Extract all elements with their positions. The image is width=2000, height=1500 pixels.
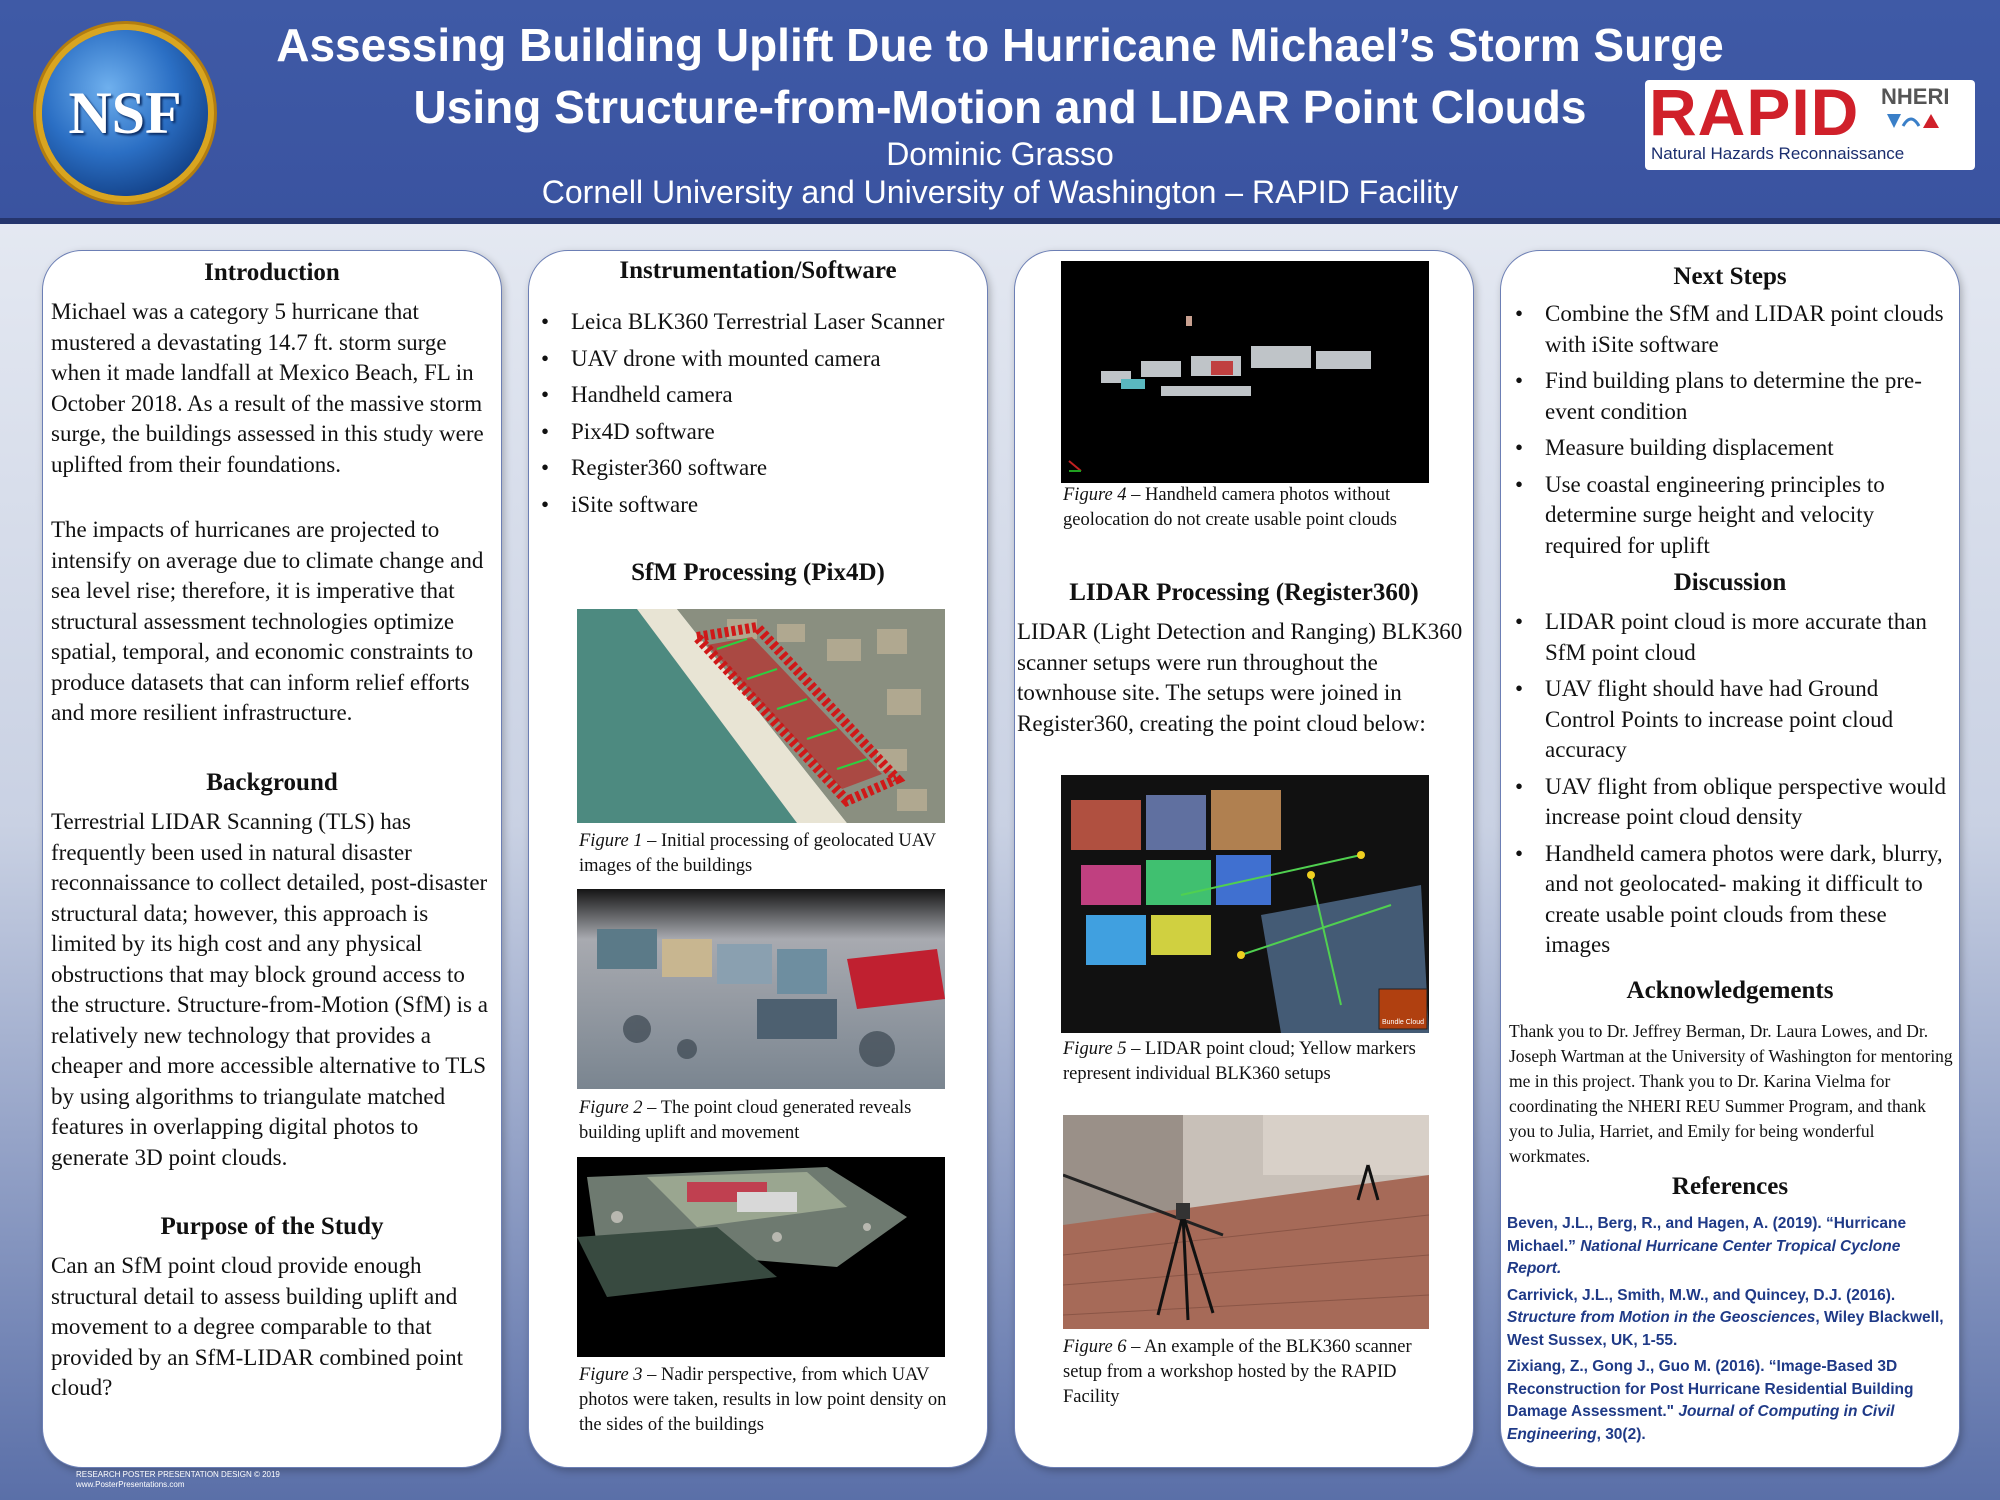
- instrumentation-heading: Instrumentation/Software: [619, 257, 897, 284]
- figure-2-caption-text: – The point cloud generated reveals building uplift and movement: [579, 1098, 912, 1143]
- list-item: • Find building plans to determine the pre-event condition: [1511, 366, 1951, 427]
- reference-3-text: Zixiang, Z., Gong J., Guo M. (2016). “Image-Based 3D Reconstruction for Post Hurricane Residential Building Damage Assessment.": [1507, 1358, 1914, 1420]
- rapid-logo-word: RAPID: [1649, 75, 1860, 149]
- list-item: • UAV drone with mounted camera: [537, 344, 977, 375]
- figure-2-image: [577, 889, 945, 1089]
- list-item: • Pix4D software: [537, 417, 977, 448]
- figure-1-image: [577, 609, 945, 823]
- nheri-logo-word: NHERI: [1881, 84, 1950, 109]
- figure-3-image: [577, 1157, 945, 1357]
- figure-1-caption-text: – Initial processing of geolocated UAV images of the buildings: [579, 831, 936, 876]
- nsf-logo-text: NSF: [68, 79, 182, 146]
- reference-item: [1507, 1285, 1947, 1353]
- list-item: • Combine the SfM and LIDAR point clouds with iSite software: [1511, 299, 1951, 360]
- figure-6-label: Figure 6: [1063, 1337, 1127, 1357]
- figure-6-image: [1063, 1115, 1429, 1329]
- author-name: Dominic Grasso: [886, 136, 1114, 172]
- figure-5-caption: [1063, 1037, 1443, 1087]
- column-lidar: [1014, 250, 1474, 1468]
- figure-5-inset-label: Bundle Cloud: [1381, 1019, 1425, 1026]
- next-steps-heading: Next Steps: [1673, 263, 1787, 290]
- list-item: • LIDAR point cloud is more accurate than SfM point cloud: [1511, 607, 1951, 668]
- figure-5-image: [1061, 775, 1429, 1033]
- rapid-logo-subtitle: Natural Hazards Reconnaissance: [1651, 144, 1905, 163]
- list-item: • Use coastal engineering principles to determine surge height and velocity required for uplift: [1511, 470, 1951, 562]
- figure-2-label: Figure 2: [579, 1098, 643, 1118]
- lidar-paragraph: LIDAR (Light Detection and Ranging) BLK360 scanner setups were run throughout the townhouse site. The setups were joined in Register360, creating the point cloud below:: [1017, 619, 1463, 736]
- figure-2-point-cloud: [577, 889, 945, 1089]
- list-item: • Measure building displacement: [1511, 433, 1951, 464]
- column-instrumentation: [528, 250, 988, 1468]
- background-heading: Background: [206, 769, 338, 796]
- figure-6-scanner-photo: [1063, 1115, 1429, 1329]
- list-item: • Leica BLK360 Terrestrial Laser Scanner: [537, 307, 977, 338]
- discussion-heading: Discussion: [1673, 569, 1787, 596]
- lidar-heading: LIDAR Processing (Register360): [1069, 579, 1419, 606]
- references-list: [1507, 1213, 1947, 1450]
- acknowledgements-heading: Acknowledgements: [1626, 977, 1834, 1004]
- figure-4-caption-text: – Handheld camera photos without geolocation do not create usable point clouds: [1063, 485, 1397, 530]
- list-item: • UAV flight should have had Ground Control Points to increase point cloud accuracy: [1511, 674, 1951, 766]
- intro-paragraph-1: Michael was a category 5 hurricane that mustered a devastating 14.7 ft. storm surge when it made landfall at Mexico Beach, FL in October 2018. As a result of the massive storm surge, the buildings assessed in this study were uplifted from their foundations.: [51, 299, 484, 477]
- figure-4-point-cloud: [1061, 261, 1429, 483]
- figure-1-aerial-photo: [577, 609, 945, 823]
- reference-3-source: Journal of Computing in Civil Engineering: [1507, 1403, 1895, 1443]
- figure-5-caption-text: – LIDAR point cloud; Yellow markers represent individual BLK360 setups: [1063, 1039, 1416, 1084]
- list-item: • UAV flight from oblique perspective would increase point cloud density: [1511, 772, 1951, 833]
- footer-line-1: RESEARCH POSTER PRESENTATION DESIGN © 2019: [76, 1470, 280, 1479]
- reference-3-volume: , 30(2).: [1596, 1425, 1646, 1443]
- figure-1-caption: [579, 829, 959, 879]
- figure-3-point-cloud: [577, 1157, 945, 1357]
- figure-2-caption: [579, 1096, 959, 1146]
- intro-heading: Introduction: [204, 259, 340, 286]
- figure-6-caption: [1063, 1335, 1443, 1410]
- poster-title-line2: Using Structure-from-Motion and LIDAR Point Clouds: [413, 81, 1587, 133]
- reference-2-source: Structure from Motion in the Geosciences: [1507, 1309, 1816, 1326]
- figure-4-caption: [1063, 483, 1443, 533]
- figure-6-caption-text: – An example of the BLK360 scanner setup from a workshop hosted by the RAPID Facility: [1063, 1337, 1412, 1407]
- nsf-logo: [42, 30, 208, 196]
- figure-5-lidar-point-cloud: [1061, 775, 1429, 1033]
- instrumentation-list: [537, 307, 977, 526]
- figure-4-image: [1061, 261, 1429, 483]
- reference-2-publisher: , Wiley Blackwell, West Sussex, UK, 1-55.: [1507, 1309, 1944, 1349]
- poster-title-line1: Assessing Building Uplift Due to Hurricane Michael’s Storm Surge: [276, 19, 1724, 71]
- reference-1-source: National Hurricane Center Tropical Cyclone Report.: [1507, 1237, 1901, 1277]
- list-item: • Register360 software: [537, 453, 977, 484]
- discussion-list: [1511, 607, 1951, 967]
- affiliation: Cornell University and University of Washington – RAPID Facility: [541, 174, 1459, 210]
- list-item: • iSite software: [537, 490, 977, 521]
- acknowledgements-paragraph: Thank you to Dr. Jeffrey Berman, Dr. Laura Lowes, and Dr. Joseph Wartman at the University of Washington for mentoring me in this project. Thank you to Dr. Karina Vielma for coordinating the NHERI REU Summer Program, and thank you to Julia, Harriet, and Emily for being wonderful workmates.: [1509, 1021, 1953, 1166]
- next-steps-list: [1511, 299, 1951, 567]
- figure-1-label: Figure 1: [579, 831, 643, 851]
- column-next-steps: [1500, 250, 1960, 1468]
- poster-header: [0, 0, 2000, 224]
- reference-item: [1507, 1356, 1947, 1446]
- column-intro: [42, 250, 502, 1468]
- intro-paragraph-2: The impacts of hurricanes are projected to intensify on average due to climate change and sea level rise; therefore, it is imperative that structural assessment technologies optimize spatial, temporal, and economic constraints to produce datasets that can inform relief efforts and more resilient infrastructure.: [51, 517, 484, 725]
- figure-3-caption: [579, 1363, 959, 1438]
- figure-3-caption-text: – Nadir perspective, from which UAV photos were taken, results in low point density on the sides of the buildings: [579, 1365, 947, 1435]
- list-item: • Handheld camera photos were dark, blurry, and not geolocated- making it difficult to create usable point clouds from these images: [1511, 839, 1951, 961]
- reference-2-text: Carrivick, J.L., Smith, M.W., and Quincey, D.J. (2016).: [1507, 1286, 1896, 1304]
- rapid-nheri-logo: [1645, 75, 1975, 170]
- figure-3-label: Figure 3: [579, 1365, 643, 1385]
- purpose-heading: Purpose of the Study: [160, 1213, 384, 1240]
- figure-5-label: Figure 5: [1063, 1039, 1127, 1059]
- background-paragraph: Terrestrial LIDAR Scanning (TLS) has frequently been used in natural disaster reconnaissance to collect detailed, post-disaster structural data; however, this approach is limited by its high cost and any physical obstructions that may block ground access to the structure. Structure-from-Motion (SfM) is a relatively new technology that provides a cheaper and more accessible alternative to TLS by using algorithms to triangulate matched features in overlapping digital photos to generate 3D point clouds.: [51, 809, 488, 1170]
- figure-4-label: Figure 4: [1063, 485, 1127, 505]
- nheri-hazard-icon: [1885, 110, 1947, 132]
- list-item: • Handheld camera: [537, 380, 977, 411]
- reference-1-text: Beven, J.L., Berg, R., and Hagen, A. (2019). “Hurricane Michael.”: [1507, 1215, 1907, 1255]
- purpose-paragraph: Can an SfM point cloud provide enough structural detail to assess building uplift and movement to a degree comparable to that provided by an SfM-LIDAR combined point cloud?: [51, 1253, 464, 1400]
- sfm-heading: SfM Processing (Pix4D): [631, 559, 885, 586]
- footer-line-2: www.PosterPresentations.com: [76, 1480, 185, 1489]
- references-heading: References: [1671, 1173, 1789, 1200]
- poster-footer: [76, 1470, 280, 1490]
- reference-item: [1507, 1213, 1947, 1281]
